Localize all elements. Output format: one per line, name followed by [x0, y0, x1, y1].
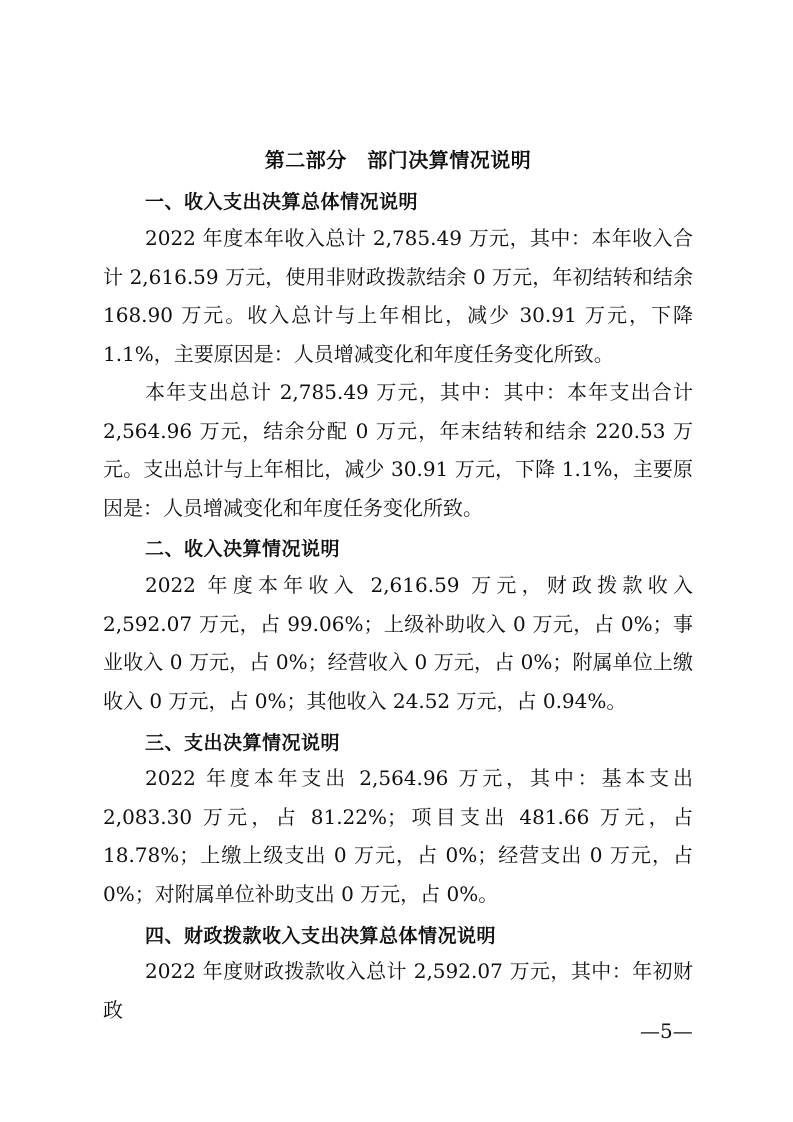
paragraph-income-detail: 2022 年度本年收入 2,616.59 万元，财政拨款收入 2,592.07 万元，占 99.06%；上级补助收入 0 万元，占 0%；事业收入 0 万元，占 0%；经营收入 0 万元，占 0%；附属单位上缴收入 0 万元，占 0%；其他收入 24.52 万元，占 0.94%。	[103, 573, 693, 713]
paragraph-expense-overview: 本年支出总计 2,785.49 万元，其中：其中：本年支出合计 2,564.96 万元，结余分配 0 万元，年末结转和结余 220.53 万元。支出总计与上年相比，减少 30.91 万元，下降 1.1%，主要原因是：人员增减变化和年度任务变化所致。	[103, 380, 693, 520]
page-number: —5—	[640, 1019, 693, 1043]
section-heading-2: 二、收入决算情况说明	[145, 538, 341, 560]
paragraph-expense-detail: 2022 年度本年支出 2,564.96 万元，其中：基本支出 2,083.30 万元，占 81.22%；项目支出 481.66 万元，占 18.78%；上缴上级支出 0 万元，占 0%；经营支出 0 万元，占 0%；对附属单位补助支出 0 万元，占 0%。	[103, 766, 693, 906]
section-heading-3: 三、支出决算情况说明	[145, 732, 341, 754]
paragraph-income-expense-overview: 2022 年度本年收入总计 2,785.49 万元，其中：本年收入合计 2,616.59 万元，使用非财政拨款结余 0 万元，年初结转和结余 168.90 万元。收入总计与上年相比，减少 30.91 万元，下降 1.1%，主要原因是：人员增减变化和年度任务变化所致。	[103, 226, 693, 366]
paragraph-fiscal-appropriation: 2022 年度财政拨款收入总计 2,592.07 万元，其中：年初财政	[103, 959, 693, 1022]
page-title: 第二部分 部门决算情况说明	[264, 148, 532, 172]
section-heading-4: 四、财政拨款收入支出决算总体情况说明	[145, 925, 497, 947]
section-heading-1: 一、收入支出决算总体情况说明	[145, 191, 419, 213]
